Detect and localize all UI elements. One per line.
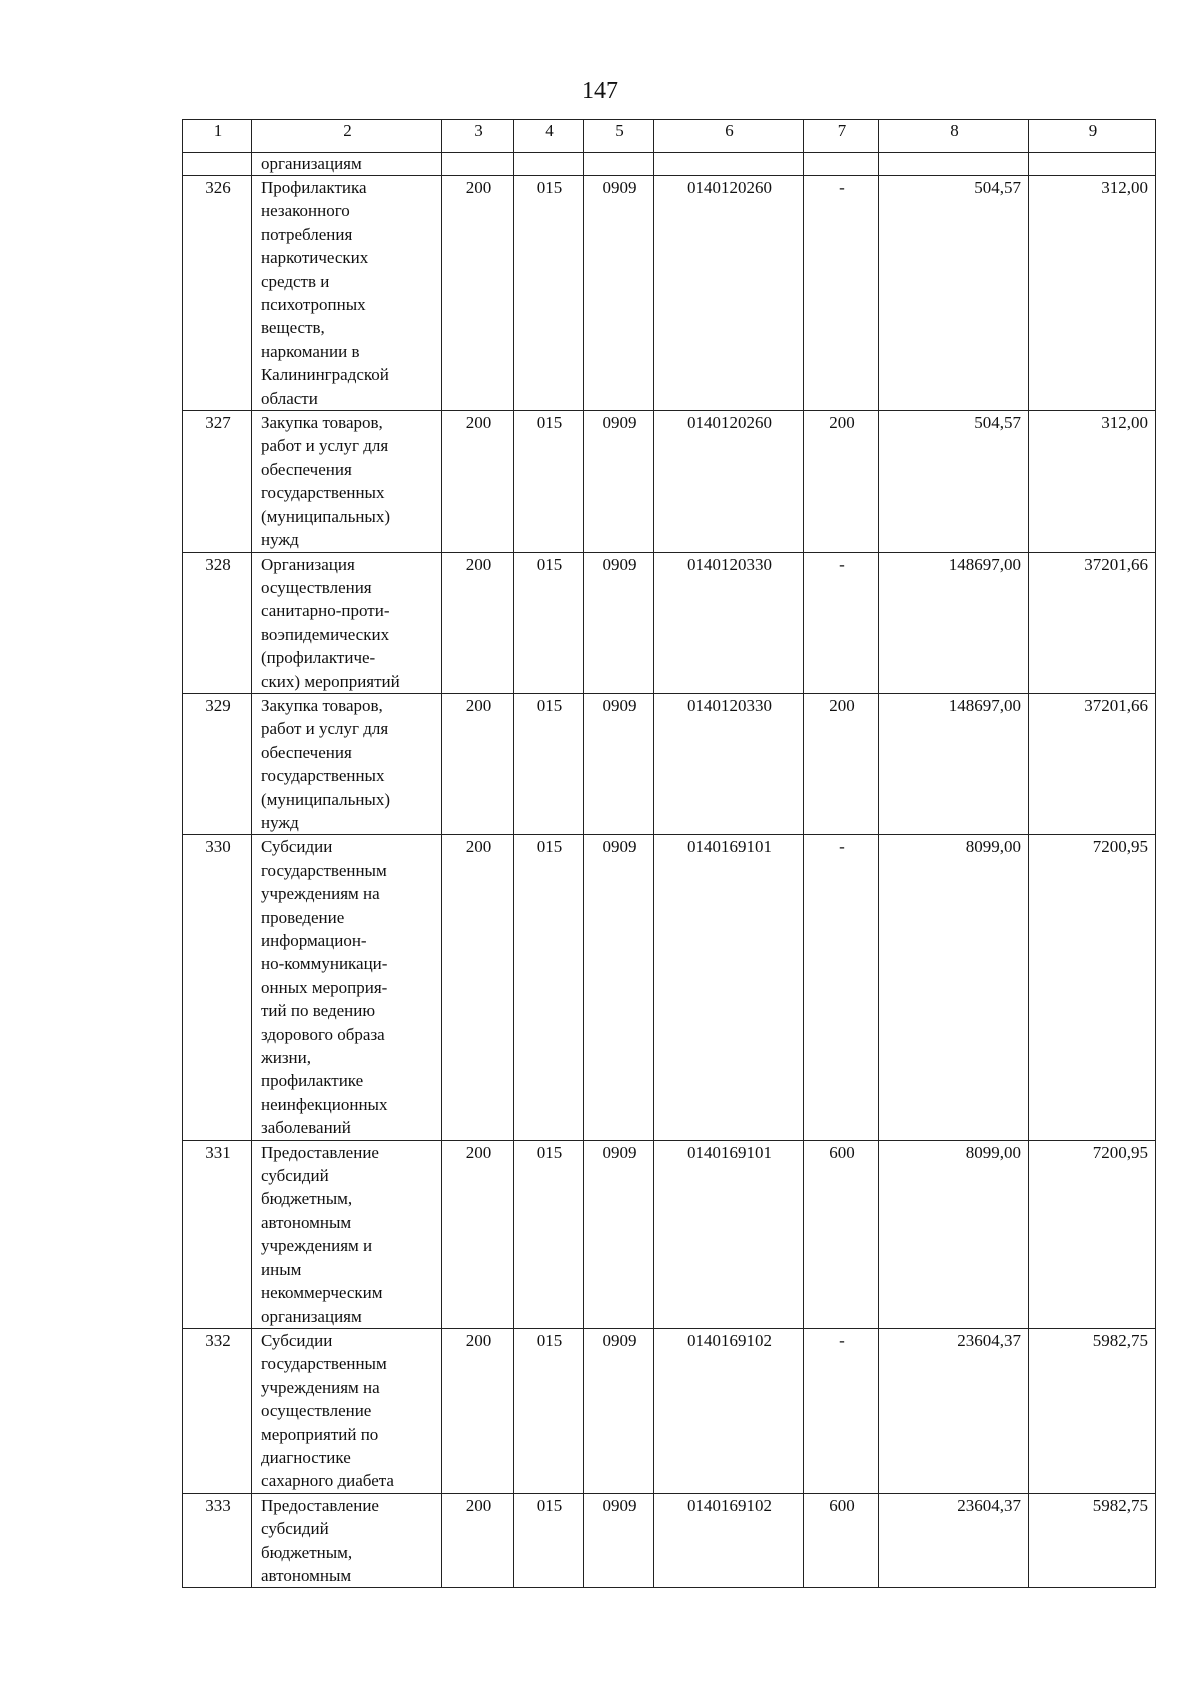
code-col-3-cell: 200 xyxy=(442,176,514,411)
item-name-line: государственным xyxy=(261,860,387,880)
amount-col-9-cell: 5982,75 xyxy=(1029,1493,1156,1588)
item-name-line: обеспечения xyxy=(261,742,352,762)
item-name-line: некоммерческим xyxy=(261,1283,383,1303)
row-number-cell: 330 xyxy=(183,835,252,1140)
item-name-line: работ и услуг для xyxy=(261,719,389,739)
item-name-line: бюджетным, xyxy=(261,1189,353,1209)
item-name-line: (муниципальных) xyxy=(261,789,391,809)
code-col-6-cell: 0140169101 xyxy=(654,1140,804,1328)
row-number-cell: 328 xyxy=(183,552,252,693)
item-name-line: Предоставление xyxy=(261,1142,379,1162)
code-col-4-cell: 015 xyxy=(514,1140,584,1328)
item-name-line: наркомании в xyxy=(261,341,360,361)
item-name-line: нужд xyxy=(261,530,299,550)
item-name-line: заболеваний xyxy=(261,1118,351,1138)
code-col-7-cell: 600 xyxy=(804,1493,879,1588)
table-row xyxy=(183,411,1156,552)
code-col-6-cell: 0140120330 xyxy=(654,693,804,834)
code-col-3-cell: 200 xyxy=(442,411,514,552)
item-name-cell xyxy=(252,552,442,693)
code-col-6-cell: 0140169102 xyxy=(654,1328,804,1493)
item-name-line: работ и услуг для xyxy=(261,436,389,456)
item-name-cell xyxy=(252,1140,442,1328)
item-name-line: веществ, xyxy=(261,318,325,338)
item-name-line: жизни, xyxy=(261,1048,312,1068)
code-col-5-cell: 0909 xyxy=(584,1140,654,1328)
column-header-4: 4 xyxy=(514,120,584,153)
item-name-line: профилактике xyxy=(261,1071,364,1091)
item-name-line: Субсидии xyxy=(261,1330,333,1350)
row-number-cell xyxy=(183,153,252,176)
item-name-line: государственным xyxy=(261,1354,387,1374)
item-name-line: потребления xyxy=(261,224,353,244)
row-number-cell: 327 xyxy=(183,411,252,552)
column-header-5: 5 xyxy=(584,120,654,153)
item-name-line: но-коммуникаци- xyxy=(261,954,388,974)
code-col-6-cell: 0140169102 xyxy=(654,1493,804,1588)
code-col-5-cell: 0909 xyxy=(584,693,654,834)
item-name-line: автономным xyxy=(261,1212,352,1232)
code-col-3-cell: 200 xyxy=(442,1140,514,1328)
item-name-line: субсидий xyxy=(261,1519,329,1539)
code-col-6-cell: 0140120330 xyxy=(654,552,804,693)
item-name-line: незаконного xyxy=(261,201,350,221)
table-row xyxy=(183,1493,1156,1588)
item-name-line: (профилактиче- xyxy=(261,648,376,668)
table-row xyxy=(183,693,1156,834)
code-col-5-cell: 0909 xyxy=(584,1493,654,1588)
table-row xyxy=(183,835,1156,1140)
item-name-line: Предоставление xyxy=(261,1495,379,1515)
code-col-5-cell: 0909 xyxy=(584,835,654,1140)
item-name-line: психотропных xyxy=(261,295,366,315)
item-name-line: автономным xyxy=(261,1565,352,1585)
code-col-3-cell: 200 xyxy=(442,835,514,1140)
item-name-cell xyxy=(252,176,442,411)
item-name-line: сахарного диабета xyxy=(261,1471,394,1491)
item-name-line: средств и xyxy=(261,271,330,291)
code-col-3-cell: 200 xyxy=(442,693,514,834)
item-name-line: диагностике xyxy=(261,1447,351,1467)
item-name-line: проведение xyxy=(261,907,345,927)
amount-col-9-cell: 37201,66 xyxy=(1029,693,1156,834)
item-name-line: Закупка товаров, xyxy=(261,695,383,715)
code-col-4-cell: 015 xyxy=(514,693,584,834)
column-header-3: 3 xyxy=(442,120,514,153)
row-number-cell: 333 xyxy=(183,1493,252,1588)
amount-col-8-cell: 8099,00 xyxy=(879,835,1029,1140)
amount-col-8-cell: 8099,00 xyxy=(879,1140,1029,1328)
table-row xyxy=(183,1140,1156,1328)
item-name-line: бюджетным, xyxy=(261,1542,353,1562)
column-header-6: 6 xyxy=(654,120,804,153)
code-col-4-cell: 015 xyxy=(514,1493,584,1588)
item-name-line: Субсидии xyxy=(261,837,333,857)
budget-table xyxy=(182,119,1156,1588)
item-name-line: ских) мероприятий xyxy=(261,671,400,691)
amount-col-8-cell: 504,57 xyxy=(879,176,1029,411)
item-name-line: (муниципальных) xyxy=(261,506,391,526)
row-number-cell: 329 xyxy=(183,693,252,834)
item-name-line: мероприятий по xyxy=(261,1424,379,1444)
table-row xyxy=(183,552,1156,693)
item-name-line: здорового образа xyxy=(261,1024,385,1044)
code-col-5-cell: 0909 xyxy=(584,1328,654,1493)
code-col-7-cell: 200 xyxy=(804,411,879,552)
item-name-cell xyxy=(252,1493,442,1588)
item-name-line: Организация xyxy=(261,554,355,574)
code-col-4-cell: 015 xyxy=(514,552,584,693)
table-body xyxy=(183,153,1156,1588)
item-name-line: осуществление xyxy=(261,1401,372,1421)
code-col-5-cell: 0909 xyxy=(584,552,654,693)
item-name-line: онных мероприя- xyxy=(261,977,388,997)
amount-col-9-cell: 312,00 xyxy=(1029,411,1156,552)
amount-col-8-cell: 504,57 xyxy=(879,411,1029,552)
column-header-7: 7 xyxy=(804,120,879,153)
item-name-cell xyxy=(252,1328,442,1493)
amount-col-9-cell: 5982,75 xyxy=(1029,1328,1156,1493)
code-col-7-cell: 600 xyxy=(804,1140,879,1328)
amount-col-9-cell: 7200,95 xyxy=(1029,1140,1156,1328)
column-header-8: 8 xyxy=(879,120,1029,153)
item-name-line: учреждениям на xyxy=(261,884,380,904)
code-col-4-cell: 015 xyxy=(514,176,584,411)
code-col-7-cell: 200 xyxy=(804,693,879,834)
item-name-line: учреждениям и xyxy=(261,1236,373,1256)
item-name-line: обеспечения xyxy=(261,459,352,479)
code-col-6-cell: 0140169101 xyxy=(654,835,804,1140)
page-number: 147 xyxy=(582,78,618,104)
code-col-3-cell: 200 xyxy=(442,1493,514,1588)
table-row xyxy=(183,176,1156,411)
item-name-line: осуществления xyxy=(261,577,372,597)
code-col-7-cell: - xyxy=(804,176,879,411)
continuation-row xyxy=(183,153,1156,176)
continuation-name-cell: организациям xyxy=(252,153,442,176)
column-header-2: 2 xyxy=(252,120,442,153)
code-col-4-cell: 015 xyxy=(514,835,584,1140)
item-name-line: государственных xyxy=(261,766,385,786)
amount-col-9-cell: 312,00 xyxy=(1029,176,1156,411)
item-name-cell xyxy=(252,411,442,552)
code-col-5-cell: 0909 xyxy=(584,176,654,411)
amount-col-8-cell: 148697,00 xyxy=(879,552,1029,693)
item-name-line: наркотических xyxy=(261,248,369,268)
item-name-line: государственных xyxy=(261,483,385,503)
code-col-7-cell: - xyxy=(804,1328,879,1493)
item-name-line: неинфекционных xyxy=(261,1094,388,1114)
amount-col-8-cell: 23604,37 xyxy=(879,1493,1029,1588)
row-number-cell: 332 xyxy=(183,1328,252,1493)
item-name-line: субсидий xyxy=(261,1166,329,1186)
row-number-cell: 326 xyxy=(183,176,252,411)
item-name-line: учреждениям на xyxy=(261,1377,380,1397)
code-col-5-cell: 0909 xyxy=(584,411,654,552)
item-name-line: организациям xyxy=(261,1306,362,1326)
amount-col-9-cell: 37201,66 xyxy=(1029,552,1156,693)
item-name-line: санитарно-проти- xyxy=(261,601,390,621)
item-name-line: воэпидемических xyxy=(261,624,390,644)
item-name-line: тий по ведению xyxy=(261,1001,376,1021)
row-number-cell: 331 xyxy=(183,1140,252,1328)
item-name-line: информацион- xyxy=(261,931,367,950)
item-name-line: Закупка товаров, xyxy=(261,413,383,433)
item-name-line: области xyxy=(261,388,318,408)
table-row xyxy=(183,1328,1156,1493)
item-name-line: Профилактика xyxy=(261,178,367,197)
code-col-6-cell: 0140120260 xyxy=(654,176,804,411)
code-col-3-cell: 200 xyxy=(442,552,514,693)
item-name-cell xyxy=(252,693,442,834)
amount-col-9-cell: 7200,95 xyxy=(1029,835,1156,1140)
item-name-line: нужд xyxy=(261,812,299,832)
amount-col-8-cell: 148697,00 xyxy=(879,693,1029,834)
item-name-line: Калининградской xyxy=(261,365,389,385)
code-col-4-cell: 015 xyxy=(514,1328,584,1493)
column-header-9: 9 xyxy=(1029,120,1156,153)
code-col-7-cell: - xyxy=(804,835,879,1140)
header-row xyxy=(183,120,1156,153)
column-header-1: 1 xyxy=(183,120,252,153)
item-name-cell xyxy=(252,835,442,1140)
amount-col-8-cell: 23604,37 xyxy=(879,1328,1029,1493)
code-col-6-cell: 0140120260 xyxy=(654,411,804,552)
code-col-7-cell: - xyxy=(804,552,879,693)
item-name-line: иным xyxy=(261,1259,302,1279)
code-col-3-cell: 200 xyxy=(442,1328,514,1493)
code-col-4-cell: 015 xyxy=(514,411,584,552)
